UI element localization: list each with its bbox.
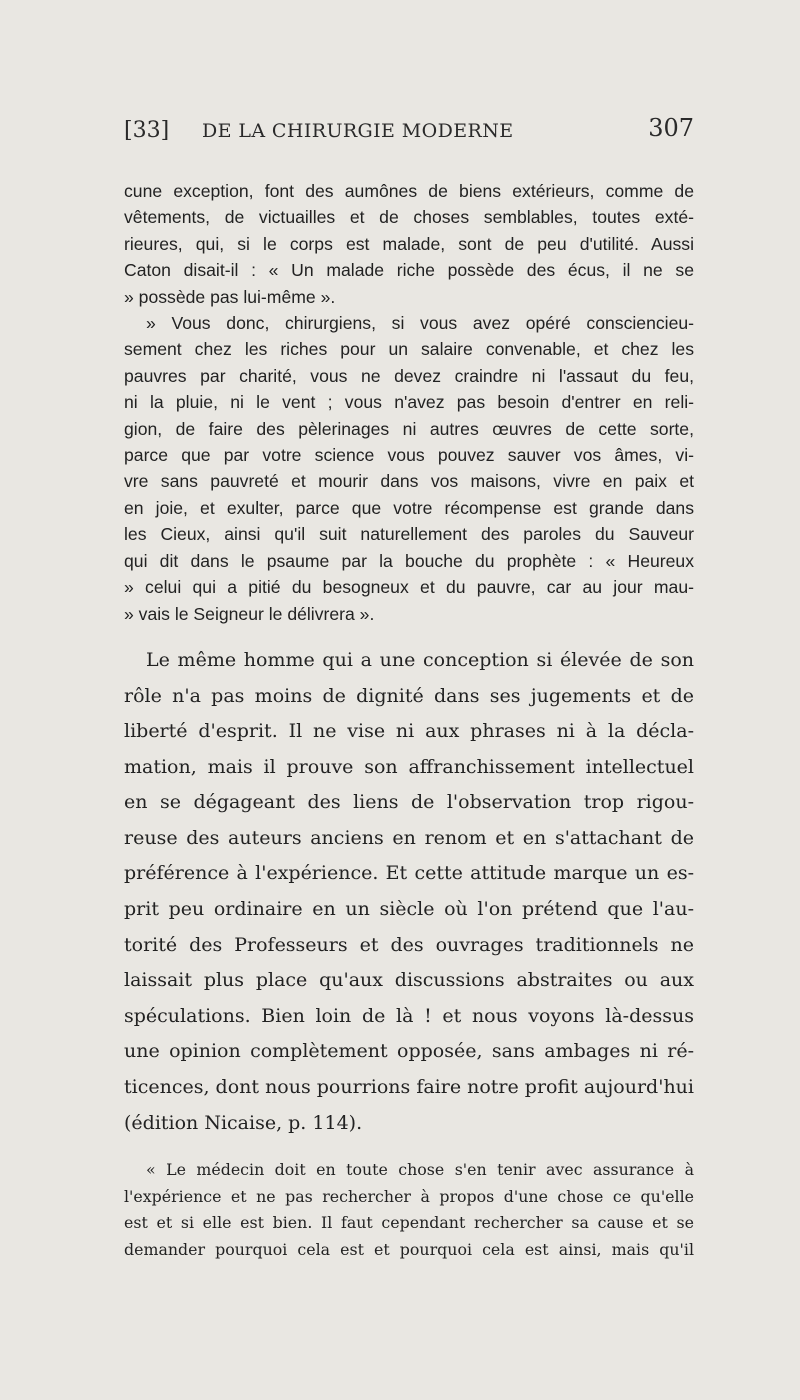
text-line: Caton disait-il : « Un malade riche possède des écus, il ne se: [124, 260, 694, 281]
text-line: Le même homme qui a une conception si élevée de son: [146, 648, 694, 671]
text-line: qui dit dans le psaume par la bouche du prophète : « Heureux: [124, 550, 694, 571]
text-line: vre sans pauvreté et mourir dans vos maisons, vivre en paix et: [124, 471, 694, 492]
text-line: cune exception, font des aumônes de biens extérieurs, comme de: [124, 181, 694, 201]
text-line: spéculations. Bien loin de là ! et nous voyons là-dessus: [124, 1004, 694, 1027]
text-line: mation, mais il prouve son affranchissement intellectuel: [124, 755, 694, 778]
text-line: » possède pas lui-même ».: [124, 286, 336, 307]
text-line: » Vous donc, chirurgiens, si vous avez opéré consciencieu-: [146, 313, 694, 334]
text-line: préférence à l'expérience. Et cette attitude marque un es-: [124, 862, 694, 885]
paragraph-commentary: [124, 643, 694, 1141]
text-line: parce que par votre science vous pouvez sauver vos âmes, vi-: [124, 445, 694, 466]
text-line: ticences, dont nous pourrions faire notre profit aujourd'hui: [124, 1076, 694, 1099]
text-line: rôle n'a pas moins de dignité dans ses jugements et de: [124, 684, 694, 707]
text-line: laissait plus place qu'aux discussions abstraites ou aux: [124, 969, 694, 992]
text-line: reuse des auteurs anciens en renom et en s'attachant de: [124, 826, 694, 849]
text-line: ni la pluie, ni le vent ; vous n'avez pas besoin d'entrer en reli-: [124, 392, 694, 413]
text-line: prit peu ordinaire en un siècle où l'on prétend que l'au-: [124, 898, 694, 921]
text-line: une opinion complètement opposée, sans ambages ni ré-: [124, 1040, 694, 1063]
text-line: les Cieux, ainsi qu'il suit naturellement des paroles du Sauveur: [124, 524, 694, 545]
text-line: » celui qui a pitié du besogneux et du pauvre, car au jour mau-: [124, 577, 694, 598]
text-line: demander pourquoi cela est et pourquoi cela est ainsi, mais qu'il: [124, 1240, 694, 1259]
text-line: torité des Professeurs et des ouvrages traditionnels ne: [124, 933, 694, 956]
paragraph-quotation: [124, 1157, 694, 1263]
text-line: « Le médecin doit en toute chose s'en tenir avec assurance à: [146, 1160, 694, 1180]
running-title: DE LA CHIRURGIE MODERNE: [202, 120, 514, 142]
text-line: est et si elle est bien. Il faut cependant rechercher sa cause et se: [124, 1213, 694, 1233]
text-line: » vais le Seigneur le délivrera ».: [124, 603, 375, 624]
text-line: liberté d'esprit. Il ne vise ni aux phrases ni à la décla-: [124, 720, 694, 743]
text-line: (édition Nicaise, p. 114).: [124, 1111, 363, 1134]
text-line: en se dégageant des liens de l'observation trop rigou-: [124, 791, 694, 814]
text-line: rieures, qui, si le corps est malade, sont de peu d'utilité. Aussi: [124, 233, 694, 254]
text-line: gion, de faire des pèlerinages ni autres œuvres de cette sorte,: [124, 418, 694, 439]
section-number: [33]: [124, 118, 170, 143]
paragraph-aumones: [124, 178, 694, 310]
text-line: sement chez les riches pour un salaire convenable, et chez les: [124, 339, 694, 360]
text-line: l'expérience et ne pas rechercher à propos d'une chose ce qu'elle: [124, 1186, 694, 1206]
page-number: 307: [648, 114, 694, 142]
text-line: pauvres par charité, vous ne devez craindre ni l'assaut du feu,: [124, 365, 694, 386]
text-line: vêtements, de victuailles et de choses semblables, toutes exté-: [124, 207, 694, 228]
paragraph-chirurgiens: [124, 310, 694, 627]
text-line: en joie, et exulter, parce que votre récompense est grande dans: [124, 497, 694, 518]
running-head: [124, 114, 694, 158]
